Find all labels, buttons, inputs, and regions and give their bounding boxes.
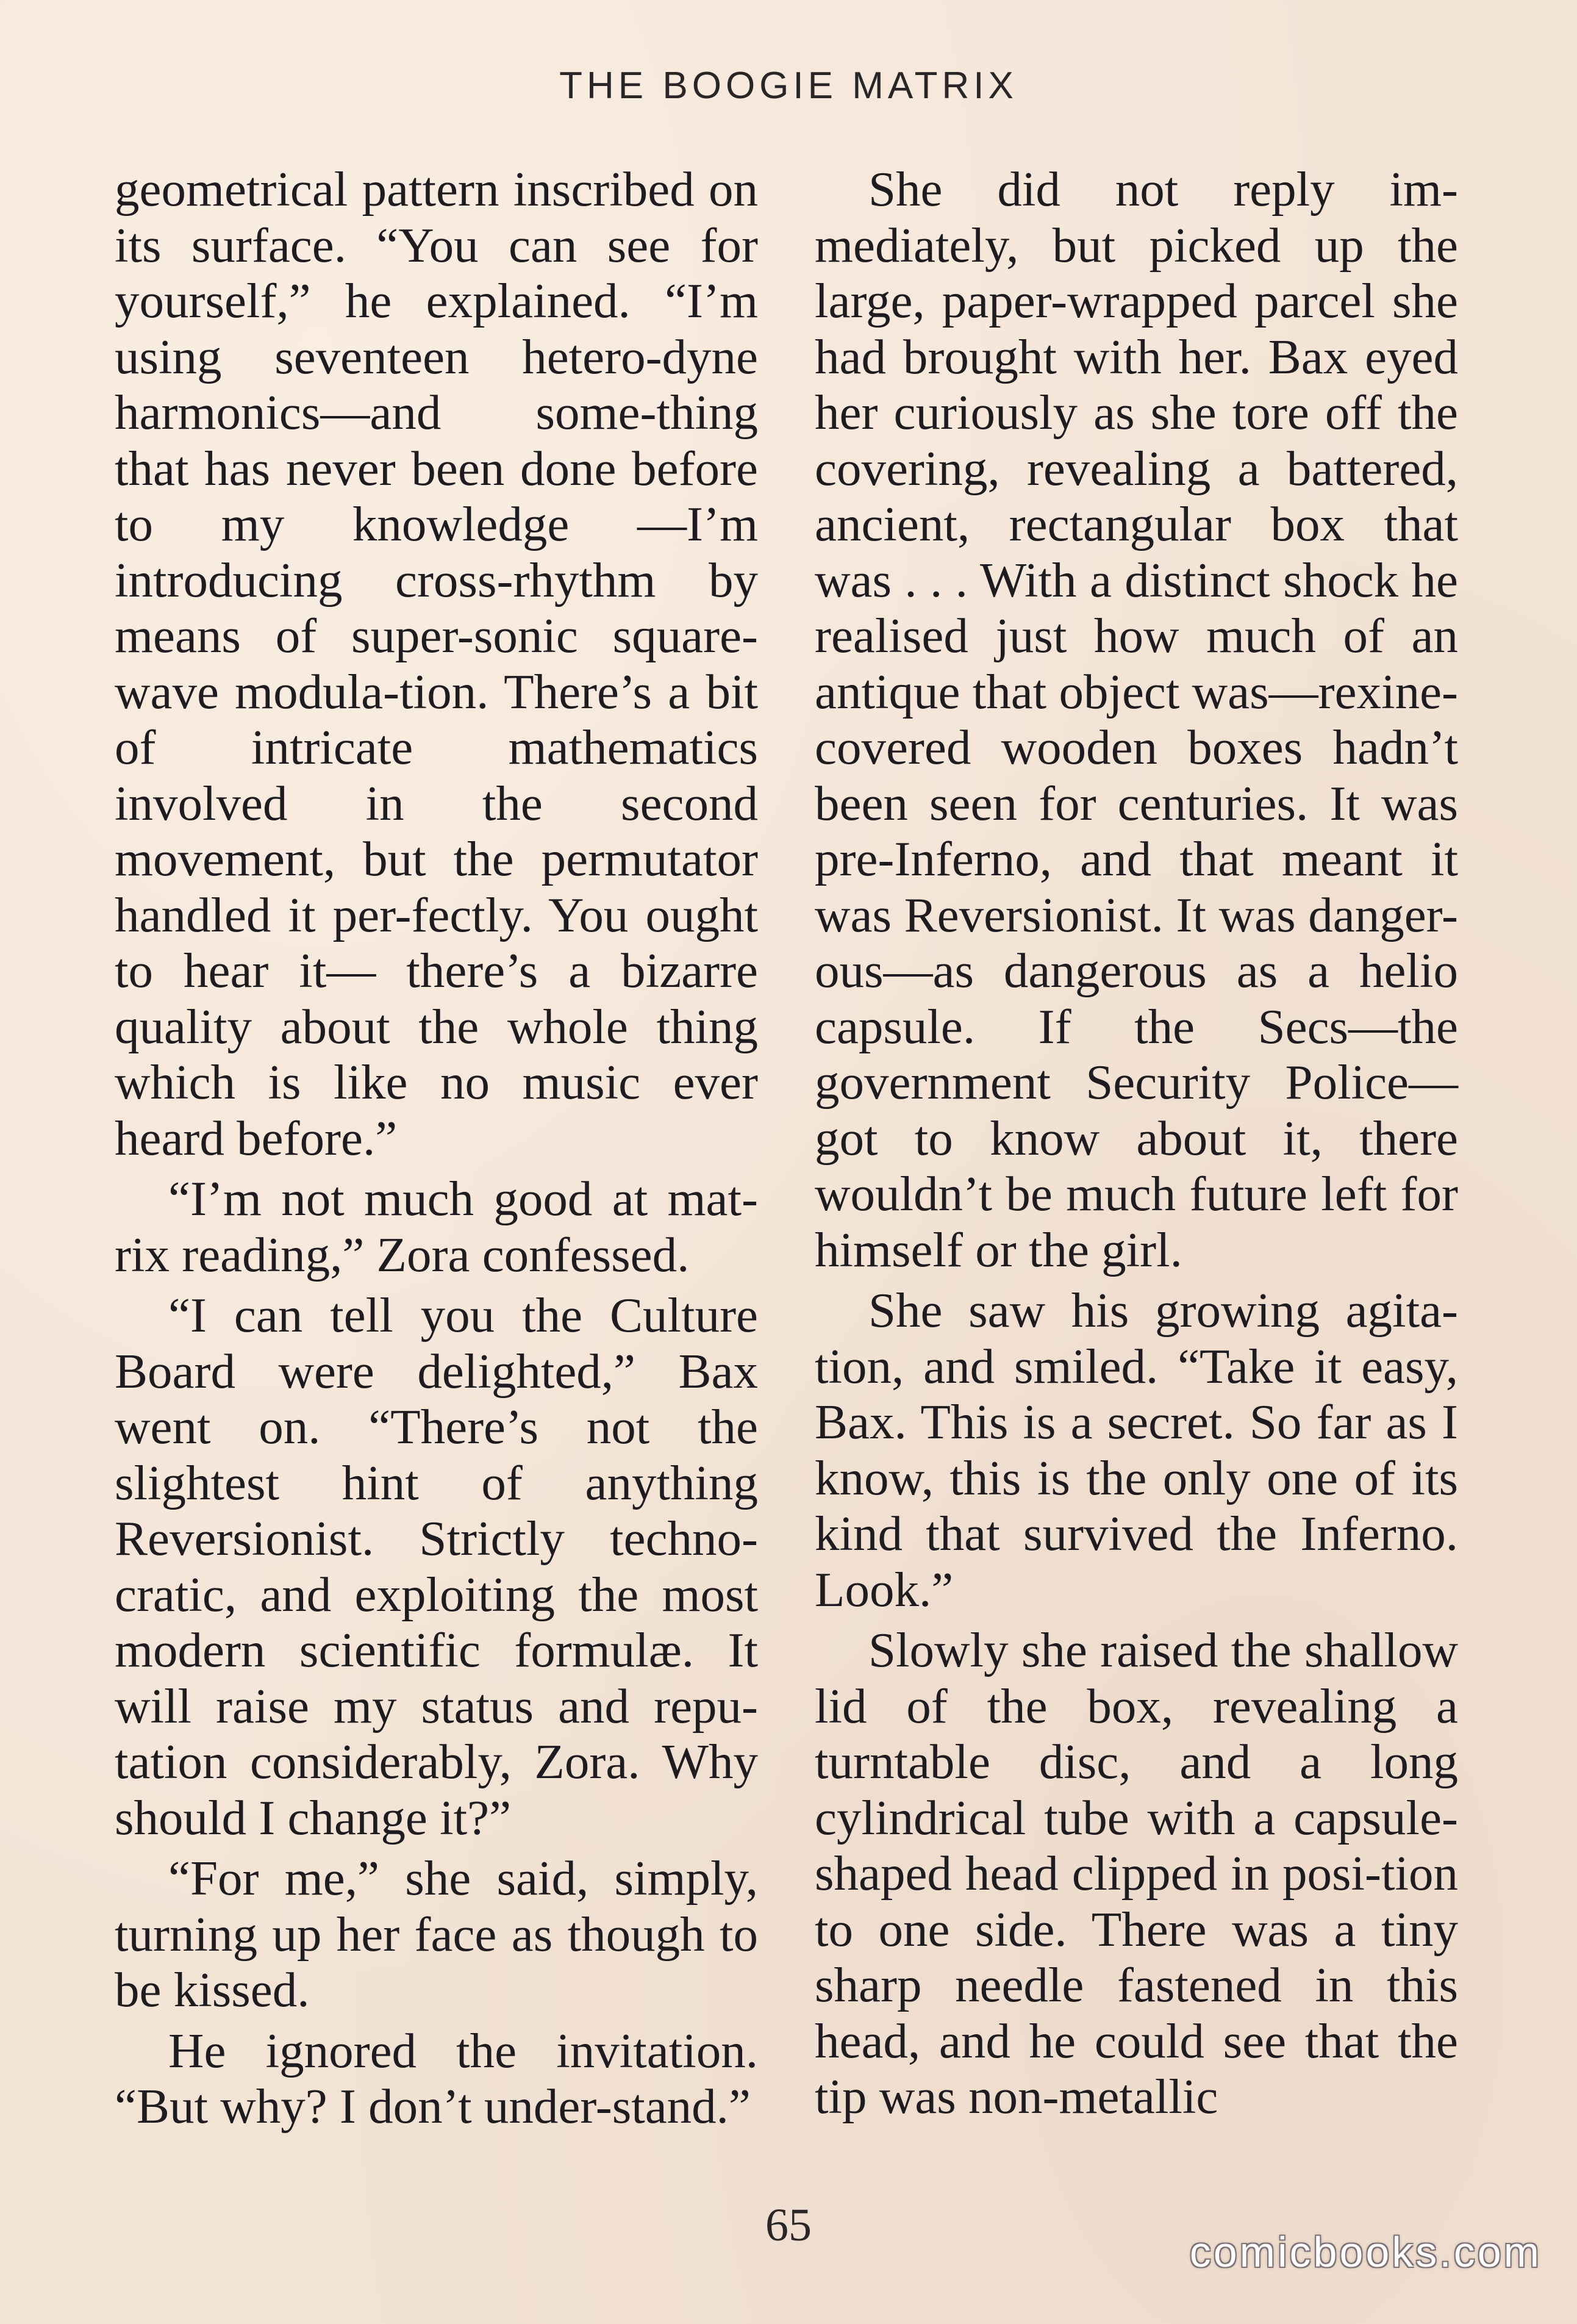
- right-column: [815, 162, 1458, 2125]
- page-number: 65: [765, 2200, 812, 2251]
- paragraph: He ignored the invitation. “But why? I don’t under-stand.”: [115, 2023, 758, 2134]
- watermark: comicbooks.com: [1189, 2228, 1542, 2276]
- paragraph: She saw his growing agita-tion, and smiled. “Take it easy, Bax. This is a secret. So far as I know, this is the only one of its kind that survived the Inferno. Look.”: [815, 1283, 1458, 1617]
- paragraph: She did not reply im-mediately, but picked up the large, paper-wrapped parcel she had brought with her. Bax eyed her curiously as she tore off the covering, revealing a battered, ancient, rectangular box that was . . . With a distinct shock he realised just how much of an antique that object was—rexine-covered wooden boxes hadn’t been seen for centuries. It was pre-Inferno, and that meant it was Reversionist. It was danger-ous—as dangerous as a helio capsule. If the Secs—the government Security Police— got to know about it, there wouldn’t be much future left for himself or the girl.: [815, 162, 1458, 1277]
- paragraph: Slowly she raised the shallow lid of the box, revealing a turntable disc, and a long cylindrical tube with a capsule-shaped head clipped in posi-tion to one side. There was a tiny sharp needle fastened in this head, and he could see that the tip was non-metallic: [815, 1623, 1458, 2124]
- paragraph: “For me,” she said, simply, turning up her face as though to be kissed.: [115, 1851, 758, 2017]
- paragraph: geometrical pattern inscribed on its surface. “You can see for yourself,” he explained. “I’m using seventeen hetero-dyne harmonics—and some-thing that has never been done before to my knowledge —I’m introducing cross-rhythm by means of super-sonic square-wave modula-tion. There’s a bit of intricate mathematics involved in the second movement, but the permutator handled it per-fectly. You ought to hear it— there’s a bizarre quality about the whole thing which is like no music ever heard before.”: [115, 162, 758, 1166]
- left-column: [115, 162, 758, 2135]
- paragraph: “I’m not much good at mat-rix reading,” Zora confessed.: [115, 1171, 758, 1282]
- running-head: THE BOOGIE MATRIX: [559, 65, 1018, 107]
- paragraph: “I can tell you the Culture Board were delighted,” Bax went on. “There’s not the slightest hint of anything Reversionist. Strictly techno-cratic, and exploiting the most modern scientific formulæ. It will raise my status and repu-tation considerably, Zora. Why should I change it?”: [115, 1288, 758, 1845]
